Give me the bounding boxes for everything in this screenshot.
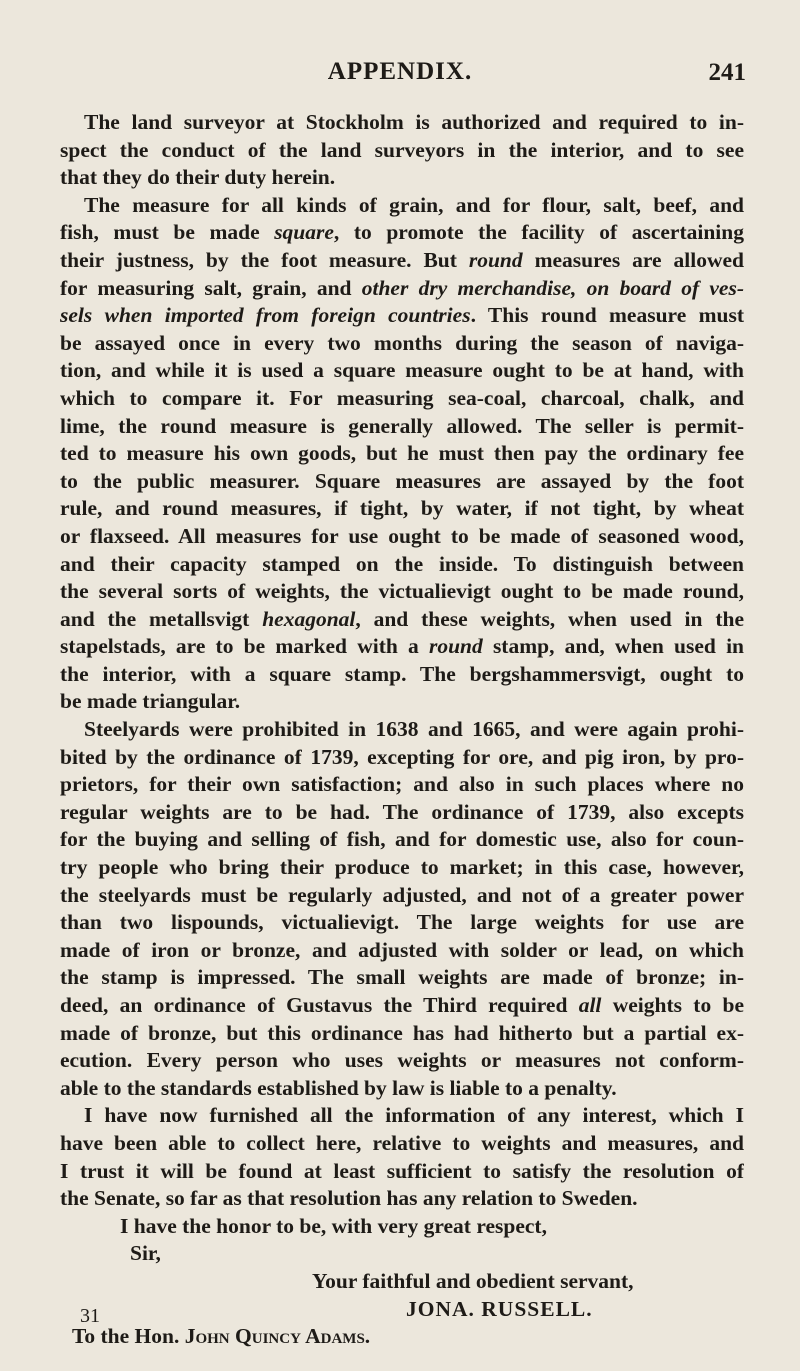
text-line: for measuring salt, grain, and other dry merchandise, on board of ves- [60, 275, 744, 300]
text-line: which to compare it. For measuring sea-coal, charcoal, chalk, and [60, 385, 744, 410]
closing-line: I have the honor to be, with very great respect, [120, 1213, 547, 1238]
body-text [60, 109, 744, 1351]
text-line: deed, an ordinance of Gustavus the Third required all weights to be [60, 993, 744, 1017]
text-line: fish, must be made square, to promote the facility of ascertaining [60, 220, 744, 245]
text-line: regular weights are to be had. The ordinance of 1739, also excepts [60, 799, 744, 824]
text-line: or flaxseed. All measures for use ought to be made of seasoned wood, [60, 523, 744, 548]
signature: JONA. RUSSELL. [406, 1296, 593, 1321]
text-line: Steelyards were prohibited in 1638 and 1665, and were again prohi- [84, 717, 744, 742]
text-line: spect the conduct of the land surveyors in the interior, and to see [60, 137, 744, 162]
text-line: sels when imported from foreign countries. This round measure must [60, 303, 744, 328]
page-number: 241 [708, 59, 746, 86]
text-line: the steelyards must be regularly adjusted, and not of a greater power [60, 882, 744, 907]
emphasis: round [428, 634, 483, 659]
addressee: To the Hon. John Quincy Adams. [72, 1324, 371, 1349]
text-line: I trust it will be found at least sufficient to satisfy the resolution of [60, 1158, 744, 1183]
text-line: the stamp is impressed. The small weights are made of bronze; in- [60, 965, 744, 990]
addressee-name: John Quincy Adams [184, 1324, 365, 1349]
text-line: made of bronze, but this ordinance has had hitherto but a partial ex- [60, 1020, 744, 1045]
emphasis: all [578, 993, 602, 1017]
emphasis: square [274, 220, 334, 245]
text-line: made of iron or bronze, and adjusted with solder or lead, on which [60, 937, 744, 962]
text-line: their justness, by the foot measure. But round measures are allowed [60, 247, 744, 272]
text-line: rule, and round measures, if tight, by water, if not tight, by wheat [60, 496, 744, 521]
text-line: The land surveyor at Stockholm is authorized and required to in- [84, 110, 744, 134]
text-line: have been able to collect here, relative to weights and measures, and [60, 1130, 744, 1155]
text-line: the several sorts of weights, the victualievigt ought to be made round, [60, 579, 744, 604]
text-line: prietors, for their own satisfaction; and also in such places where no [60, 772, 744, 797]
text-line: ecution. Every person who uses weights or measures not conform- [60, 1048, 744, 1073]
text-line: bited by the ordinance of 1739, excepting for ore, and pig iron, by pro- [60, 744, 744, 769]
text-line: ted to measure his own goods, but he must then pay the ordinary fee [60, 441, 744, 466]
text-line: that they do their duty herein. [60, 165, 336, 190]
text-line: The measure for all kinds of grain, and for flour, salt, beef, and [84, 192, 744, 217]
running-title: APPENDIX. [327, 58, 473, 85]
text-line: the interior, with a square stamp. The bergshammersvigt, ought to [60, 661, 744, 686]
text-line: the Senate, so far as that resolution has any relation to Sweden. [60, 1186, 638, 1211]
emphasis: other dry merchandise, on board of ves- [361, 275, 744, 300]
text-line: be made triangular. [60, 689, 241, 714]
salutation: Sir, [130, 1241, 161, 1266]
text-line: stapelstads, are to be marked with a round stamp, and, when used in [60, 634, 744, 659]
text-line: lime, the round measure is generally allowed. The seller is permit- [60, 413, 744, 438]
closing-valediction: Your faithful and obedient servant, [312, 1268, 634, 1293]
emphasis: hexagonal [262, 606, 356, 631]
text-line: than two lispounds, victualievigt. The large weights for use are [60, 910, 744, 935]
page-header [0, 58, 800, 88]
text-line: tion, and while it is used a square measure ought to be at hand, with [60, 358, 744, 383]
text-line: be assayed once in every two months during the season of naviga- [60, 330, 744, 355]
text-line: try people who bring their produce to market; in this case, however, [60, 855, 744, 880]
signature-mark: 31 [80, 1305, 100, 1327]
text-line: for the buying and selling of fish, and for domestic use, also for coun- [60, 827, 744, 852]
text-line: I have now furnished all the information of any interest, which I [84, 1103, 744, 1128]
text-line: and their capacity stamped on the inside. To distinguish between [60, 551, 744, 576]
text-line: and the metallsvigt hexagonal, and these weights, when used in the [60, 606, 744, 631]
emphasis: sels when imported from foreign countries [60, 303, 471, 328]
emphasis: round [468, 247, 523, 272]
text-line: to the public measurer. Square measures are assayed by the foot [60, 468, 744, 493]
text-line: able to the standards established by law is liable to a penalty. [60, 1075, 617, 1100]
